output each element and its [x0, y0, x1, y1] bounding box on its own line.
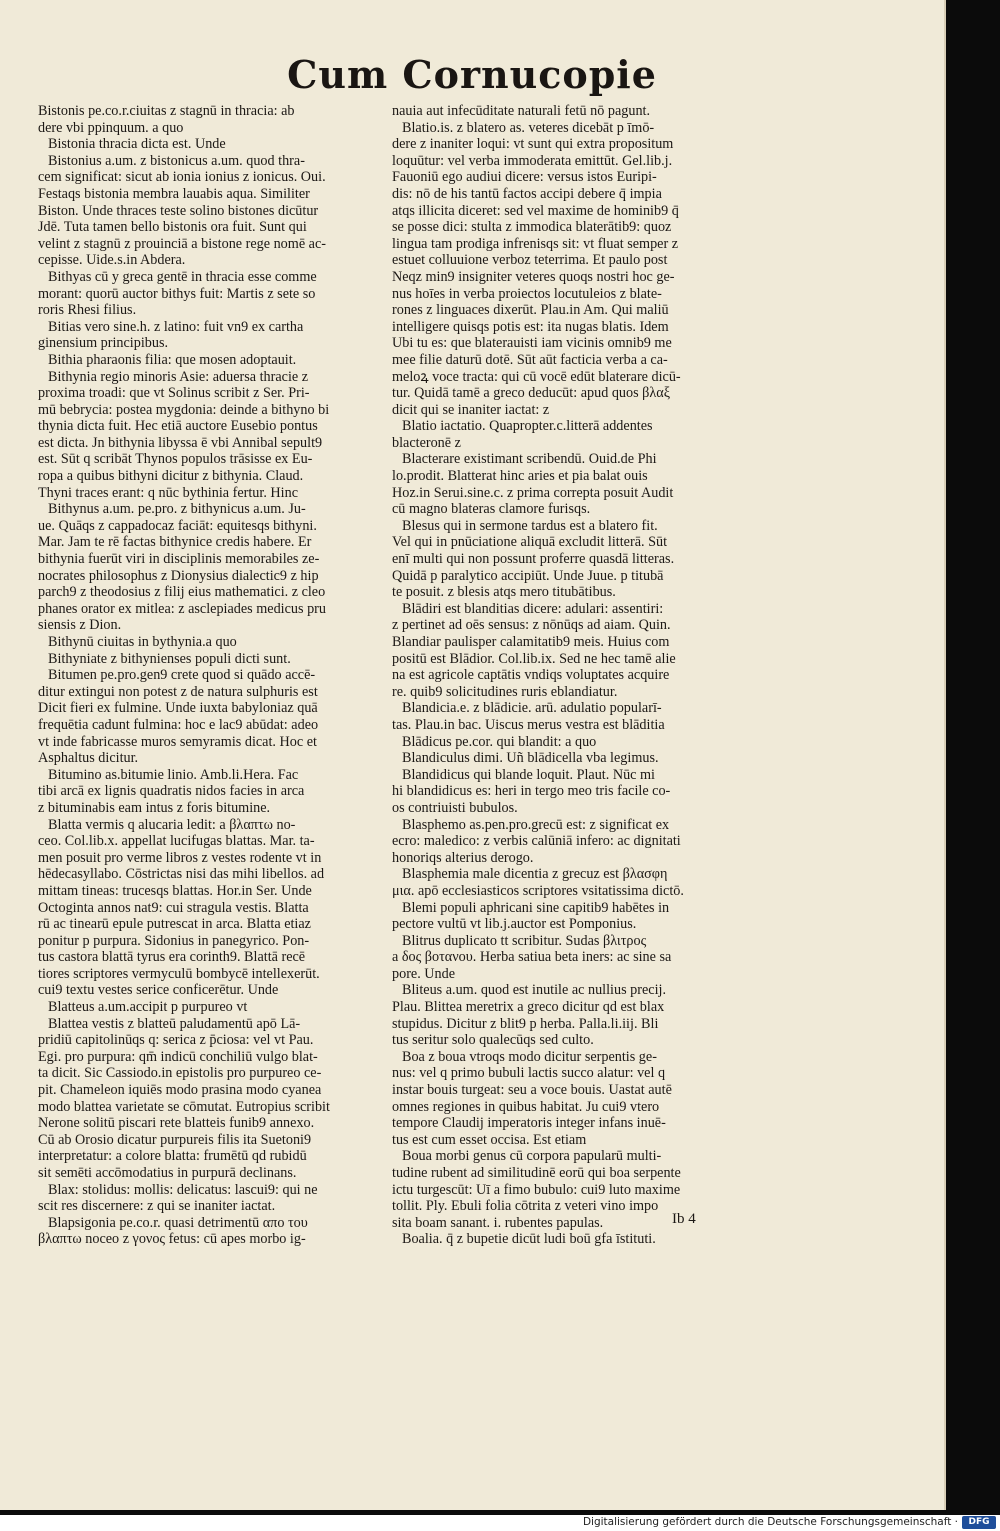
text-line: Plau. Blittea meretrix a greco dicitur qd est blax [392, 999, 665, 1016]
text-line: te posuit. z blesis atqs mero titubātibus. [392, 584, 616, 601]
text-line: roris Rhesi filius. [38, 302, 137, 319]
text-line: Asphaltus dicitur. [38, 750, 139, 767]
text-line: Vel qui in pnūciatione aliquā excludit litterā. Sūt [392, 534, 668, 551]
text-line: rū ac tinearū epule putrescat in arca. Blatta etiaz [38, 916, 311, 933]
text-line: Ubi tu es: que blaterauisti iam vicinis omnib9 me [392, 335, 672, 352]
text-line: Blatteus a.um.accipit p purpureo vt [48, 999, 248, 1016]
text-line: ceo. Col.lib.x. appellat lucifugas blattas. Mar. ta- [38, 833, 315, 850]
text-line: Bistonia thracia dicta est. Unde [48, 136, 226, 153]
text-line: Bistonius a.um. z bistonicus a.um. quod thra- [48, 152, 305, 169]
text-line: Dicit fieri ex fulmine. Unde iuxta babyloniaz quā [38, 700, 318, 717]
text-line: Blacterare existimant scribendū. Ouid.de Phi [402, 451, 657, 468]
text-line: Blemi populi aphricani sine capitib9 habētes in [402, 899, 670, 916]
text-line: Blandiar paulisper calamitatib9 meis. Huius com [392, 634, 670, 650]
text-line: ditur extingui non potest z de natura sulphuris est [38, 683, 318, 700]
text-line: nocrates philosophus z Dionysius dialectic9 z hip [38, 567, 319, 584]
text-line: velint z stagnū z prouinciā a bistone rege nomē ac- [38, 235, 326, 252]
text-line: instar bouis turgeat: seu a voce bouis. Uastat autē [392, 1082, 672, 1099]
text-line: se posse dici: stulta z immodica blaterātib9: quoz [392, 219, 672, 236]
text-line: Neqz min9 insigniter veteres quoqs nostri hoc ge- [392, 268, 675, 285]
text-line: Blasphemo as.pen.pro.grecū est: z significat ex [402, 816, 670, 833]
text-line: pridiū capitolinūqs q: serica z p̄ciosa: vel vt Pau. [38, 1032, 314, 1049]
text-line: morant: quorū auctor bithys fuit: Martis z sete so [38, 285, 316, 302]
text-line: tus seritur solo qualecūqs sed culto. [392, 1032, 594, 1049]
text-line: Bitias vero sine.h. z latino: fuit vn9 ex cartha [48, 318, 304, 335]
text-line: re. quib9 solicitudines ruris eblandiatur. [392, 683, 618, 700]
text-line: blacteronē z [392, 434, 461, 451]
text-line: Blitrus duplicato tt scribitur. Sudas βλιτρος [402, 932, 647, 949]
text-line: sita boam sanant. i. rubentes papulas. [392, 1214, 604, 1231]
text-line: ginensium principibus. [38, 335, 169, 352]
text-line: loquūtur: vel verba immoderata emittūt. Gel.lib.j. [392, 152, 673, 169]
text-line: Blesus qui in sermone tardus est a blatero fit. [402, 517, 658, 534]
signature-mark: Ib 4 [672, 1211, 696, 1227]
text-line: Bliteus a.um. quod est inutile ac nullius precij. [402, 982, 666, 999]
text-line: nus hoīes in verba proiectos locutuleios z blate- [392, 285, 662, 302]
text-line: Blandicia.e. z blādicie. arū. adulatio popularī- [402, 700, 662, 717]
text-line: ropa a quibus bithyni dicitur z bithynia. Claud. [38, 468, 304, 485]
text-line: rones z linguaces dixerūt. Plau.in Am. Qui maliū [392, 302, 669, 319]
text-line: Bithynus a.um. pe.pro. z bithynicus a.um. Ju- [48, 501, 306, 518]
text-line: Blattea vestis z blatteū paludamentū apō Lā- [48, 1015, 301, 1032]
text-line: lingua tam prodiga infrenisqs sit: vt fluat semper z [392, 235, 679, 252]
text-line: Blandiculus dimi. Uñ blādicella vba legimus. [402, 750, 659, 767]
text-line: dicit qui se inaniter iactat: z [392, 401, 550, 418]
text-line: ponitur p purpura. Sidonius in panegyrico. Pon- [38, 932, 310, 949]
left-text-column [38, 103, 371, 1248]
text-line: Bithyas cū y greca gentē in thracia esse comme [48, 268, 317, 285]
text-line: scit res discernere: z qui se inaniter iactat. [38, 1198, 276, 1215]
text-line: Bithynia regio minoris Asie: aduersa thracie z [48, 368, 309, 385]
text-line: mittam tineas: trucesqs blattas. Hor.in Ser. Unde [38, 882, 312, 899]
text-line: Cū ab Orosio dicatur purpureis filis ita Suetoni9 [38, 1131, 312, 1148]
text-line: omnes regiones in quibus habitat. Ju cui9 vtero [392, 1098, 660, 1115]
text-line: siensis z Dion. [38, 617, 122, 634]
text-line: Fauoniū ego audiui dicere: versus istos Euripi- [392, 169, 657, 186]
text-line: pectore vultū vt lib.j.auctor est Pomponius. [392, 916, 637, 933]
text-line: Blatta vermis q alucaria ledit: a βλαπτω no- [48, 816, 296, 833]
text-line: ecro: maledico: z verbis calūniā infero: ac dignitati [392, 833, 681, 850]
text-line: Bithynū ciuitas in bythynia.a quo [48, 634, 237, 650]
text-line: os contriuisti bubulos. [392, 799, 518, 816]
text-line: ictu turgescūt: Uī a fimo bubulo: cui9 luto maxime [392, 1181, 681, 1198]
text-line: mū bebrycia: postea mygdonia: deinde a bithyno bi [38, 401, 330, 418]
text-line: Festaqs bistonia membra lauabis aqua. Similiter [38, 185, 310, 202]
text-line: vt inde fabricasse muros semyramis dicat. Hoc et [38, 733, 317, 750]
text-line: tempore Claudij imperatoris integer infans inuē- [392, 1115, 666, 1132]
text-line: men posuit pro verme libros z vestes rodente vt in [38, 849, 322, 866]
text-line: Blādicus pe.cor. qui blandit: a quo [402, 733, 597, 750]
text-line: mee filie daturū dotē. Sūt aūt facticia verba a ca- [392, 351, 668, 368]
text-line: atqs illicita diceret: sed vel maxime de hominib9 q̄ [392, 202, 679, 219]
text-line: bithynia fuerūt viri in disciplinis memorabiles ze- [38, 551, 320, 568]
text-line: tas. Plau.in bac. Uiscus merus vestra est blāditia [392, 716, 665, 733]
text-line: z pertinet ad oēs sensus: z nōnūqs ad aiam. Quin. [392, 617, 671, 634]
text-line: Octoginta annos nat9: cui stragula vestis. Blatta [38, 899, 309, 916]
text-line: interpretatur: a colore blatta: frumētū qd rubidū [38, 1148, 307, 1165]
text-line: est dicta. Jn bithynia libyssa ē vbi Annibal sepult9 [38, 434, 323, 451]
text-line: tiores scriptores vermyculū bombycē intellexerūt. [38, 965, 320, 982]
text-line: Nerone solitū piscari rete blatteis funib9 annexo. [38, 1115, 315, 1132]
text-line: Thyni traces erant: q nūc bythinia fertur. Hinc [38, 484, 299, 501]
text-line: honoriqs alterius derogo. [392, 849, 534, 866]
text-line: Jdē. Tuta tamen bello bistonis ora fuit. Sunt qui [38, 219, 307, 236]
text-line: z bituminabis eam intus z foris bitumine. [38, 799, 271, 816]
text-line: proxima troadi: que vt Solinus scribit z Ser. Pri- [38, 385, 310, 402]
running-title: Cum Cornucopie [287, 52, 657, 97]
text-line: frequētia cadunt fulmina: hoc e lac9 abūdat: adeo [38, 716, 319, 733]
text-line: phanes orator ex mitlea: z asclepiades medicus pru [38, 600, 326, 617]
text-line: Blasphemia male dicentia z grecuz est βλασφη [402, 866, 668, 883]
text-line: tudine rubent ad similitudinē eorū qui boa serpente [392, 1165, 681, 1181]
text-line: Blax: stolidus: mollis: delicatus: lascui9: qui ne [48, 1181, 318, 1198]
text-line: estuet colluuione verboz teterrima. Et paulo post [392, 252, 668, 269]
funding-notice: Digitalisierung gefördert durch die Deutsche Forschungsgemeinschaft · [582, 1516, 958, 1528]
text-line: Boua morbi genus cū corpora papularū multi- [402, 1148, 662, 1165]
text-line: parch9 z theodosius z filij eius mathematici. z cleo [38, 584, 326, 601]
text-line: cū magno blateras clamore furisqs. [392, 501, 591, 518]
text-line: intelligere quisqs potis est: ita nugas blatis. Idem [392, 318, 669, 335]
text-line: Egi. pro purpura: qm̄ indicū conchiliū vulgo blat- [38, 1048, 318, 1065]
text-line: dis: nō de his tantū factos accipi debere q̄ impia [392, 185, 662, 202]
text-line: Bithia pharaonis filia: que mosen adoptauit. [48, 351, 297, 368]
text-line: βλαπτω noceo z γονος fetus: cū apes morbo ig- [38, 1231, 306, 1248]
text-line: Boalia. q̄ z bupetie dicūt ludi boū gfa īstituti. [402, 1231, 656, 1248]
text-line: na est agricole captātis vndiqs voluptates acquire [392, 667, 670, 684]
text-line: nauia aut infecūditate naturali fetū nō pagunt. [392, 103, 651, 119]
text-line: dere vbi ppinquum. a quo [38, 119, 184, 136]
text-line: enī multi qui non possunt proferre quasdā litteras. [392, 551, 675, 568]
text-line: Hoz.in Serui.sine.c. z prima correpta posuit Audit [392, 484, 674, 501]
text-line: modo blattea varietate se cōmutat. Eutropius scribit [38, 1098, 330, 1115]
text-line: a δος βοτανου. Herba satiua beta iners: ac sine sa [392, 949, 672, 966]
text-line: pore. Unde [392, 965, 456, 982]
text-line: tus est cum esset occisa. Est etiam [392, 1131, 587, 1148]
text-line: meloꝝ voce tracta: qui cū vocē edūt blaterare dicū- [392, 368, 681, 385]
text-line: tus castora blattā tyrus era corinth9. Blattā recē [38, 949, 306, 966]
text-line: Bistonis pe.co.r.ciuitas z stagnū in thracia: ab [38, 103, 295, 119]
text-line: Mar. Jam te rē factas bithynice credis habere. Er [38, 534, 312, 551]
text-line: hi blandidicus es: heri in tergo meo tris facile co- [392, 783, 671, 800]
text-line: nus: vel q primo bubuli lactis succo alatur: vel q [392, 1065, 666, 1082]
text-line: positū est Blādior. Col.lib.ix. Sed ne hec tamē alie [392, 650, 676, 667]
text-line: Bithyniate z bithynienses populi dicti sunt. [48, 650, 291, 667]
text-line: Blapsigonia pe.co.r. quasi detrimentū απο του [48, 1214, 308, 1231]
text-line: Blādiri est blanditias dicere: adulari: assentiri: [402, 600, 664, 617]
text-line: lo.prodit. Blatterat hinc aries et pia balat ouis [392, 468, 648, 485]
text-line: Blatio.is. z blatero as. veteres dicebāt p īmō- [402, 119, 655, 136]
text-line: Biston. Unde thraces teste solino bistones dicūtur [38, 202, 319, 219]
text-line: Blandidicus qui blande loquit. Plaut. Nūc mi [402, 766, 655, 783]
text-line: cui9 textu vestes serice conficerētur. Unde [38, 982, 279, 999]
text-line: μια. apō ecclesiasticos scriptores vsitatissima dictō. [392, 882, 684, 899]
text-line: Blatio iactatio. Quapropter.c.litterā addentes [402, 418, 653, 435]
text-line: tollit. Ply. Ebuli folia cōtrita z veteri vino impo [392, 1198, 659, 1215]
text-line: tur. Quidā tamē a greco deducūt: apud quos βλαξ [392, 385, 671, 402]
dfg-logo: DFG [962, 1516, 996, 1529]
text-line: Bitumen pe.pro.gen9 crete quod si quādo accē- [48, 667, 316, 684]
text-line: sit semēti accōmodatius in purpurā declinans. [38, 1165, 297, 1181]
text-line: cepisse. Uide.s.in Abdera. [38, 252, 186, 269]
text-line: hēdecasyllabo. Cōstrictas nisi das mihi libellos. ad [38, 866, 325, 883]
text-line: tibi arcā ex lignis quadratis nidos facies in arca [38, 783, 305, 800]
text-line: thynia dicta fuit. Hec etiā auctore Eusebio pontus [38, 418, 318, 435]
text-line: ta dicit. Sic Cassiodo.in epistolis pro purpureo ce- [38, 1065, 322, 1082]
text-line: dere z inaniter loqui: vt sunt qui extra propositum [392, 136, 674, 153]
text-line: stupidus. Dicitur z blit9 p herba. Palla.li.iij. Bli [392, 1015, 659, 1032]
text-line: Boa z boua vtroqs modo dicitur serpentis ge- [402, 1048, 657, 1065]
text-line: est. Sūt q scribāt Thynos populos trāsisse ex Eu- [38, 451, 313, 468]
footer-bar [0, 1515, 1000, 1531]
text-line: cem significat: sicut ab ionia ionius z ionicus. Oui. [38, 169, 326, 186]
text-line: Bitumino as.bitumie linio. Amb.li.Hera. Fac [48, 766, 299, 783]
text-line: Quidā p paralytico accipiūt. Unde Juue. p titubā [392, 567, 664, 584]
text-line: ue. Quāqs z cappadocaz faciāt: equitesqs bithyni. [38, 517, 317, 534]
text-line: pit. Chameleon iquiēs modo prasina modo cyanea [38, 1082, 322, 1099]
right-text-column [392, 103, 732, 1248]
